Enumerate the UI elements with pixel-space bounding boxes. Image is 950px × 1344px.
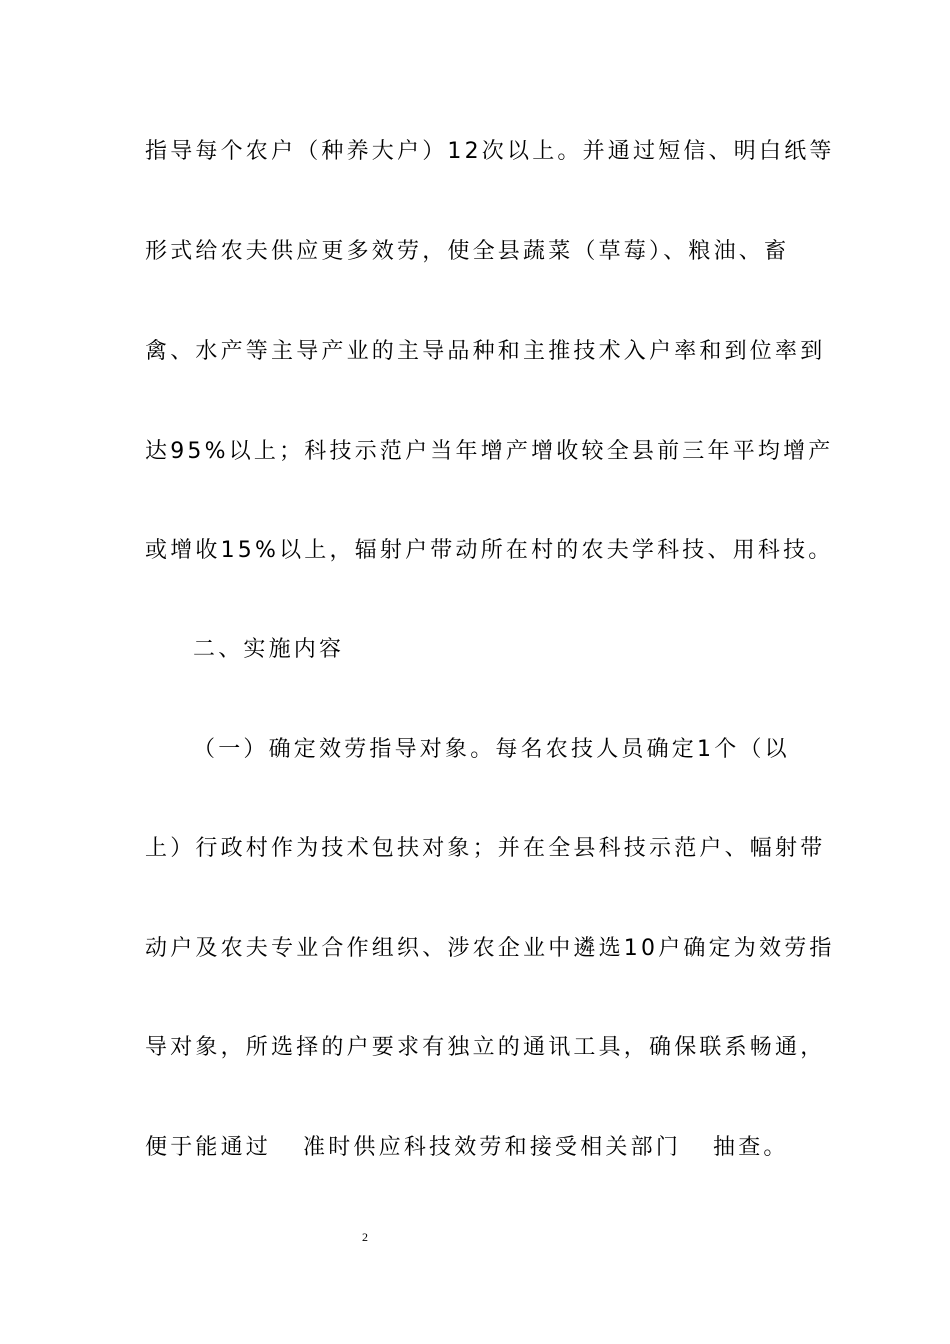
body-text-line: 形式给农夫供应更多效劳，使全县蔬菜（草莓）、粮油、畜 <box>145 239 790 264</box>
page-number: 2 <box>362 1230 368 1244</box>
text-segment: 抽查。 <box>713 1135 789 1160</box>
body-text-line: 禽、水产等主导产业的主导品种和主推技术入户率和到位率到 <box>145 339 826 364</box>
body-text-line: 达95%以上；科技示范户当年增产增收较全县前三年平均增产 <box>145 439 834 464</box>
paragraph-first-line: （一）确定效劳指导对象。每名农技人员确定1个（以 <box>193 737 790 762</box>
section-heading: 二、实施内容 <box>193 637 345 662</box>
text-segment: 准时供应科技效劳和接受相关部门 <box>303 1135 682 1160</box>
body-text-line: 动户及农夫专业合作组织、涉农企业中遴选10户确定为效劳指 <box>145 936 835 961</box>
text-segment: 便于能通过 <box>145 1135 272 1160</box>
body-text-line-last <box>145 1133 810 1163</box>
body-text-line: 导对象，所选择的户要求有独立的通讯工具，确保联系畅通， <box>145 1035 826 1060</box>
body-text-line: 上）行政村作为技术包扶对象；并在全县科技示范户、幅射带 <box>145 836 826 861</box>
body-text-line: 指导每个农户（种养大户）12次以上。并通过短信、明白纸等 <box>145 139 835 164</box>
body-text-line: 或增收15%以上，辐射户带动所在村的农夫学科技、用科技。 <box>145 538 834 563</box>
